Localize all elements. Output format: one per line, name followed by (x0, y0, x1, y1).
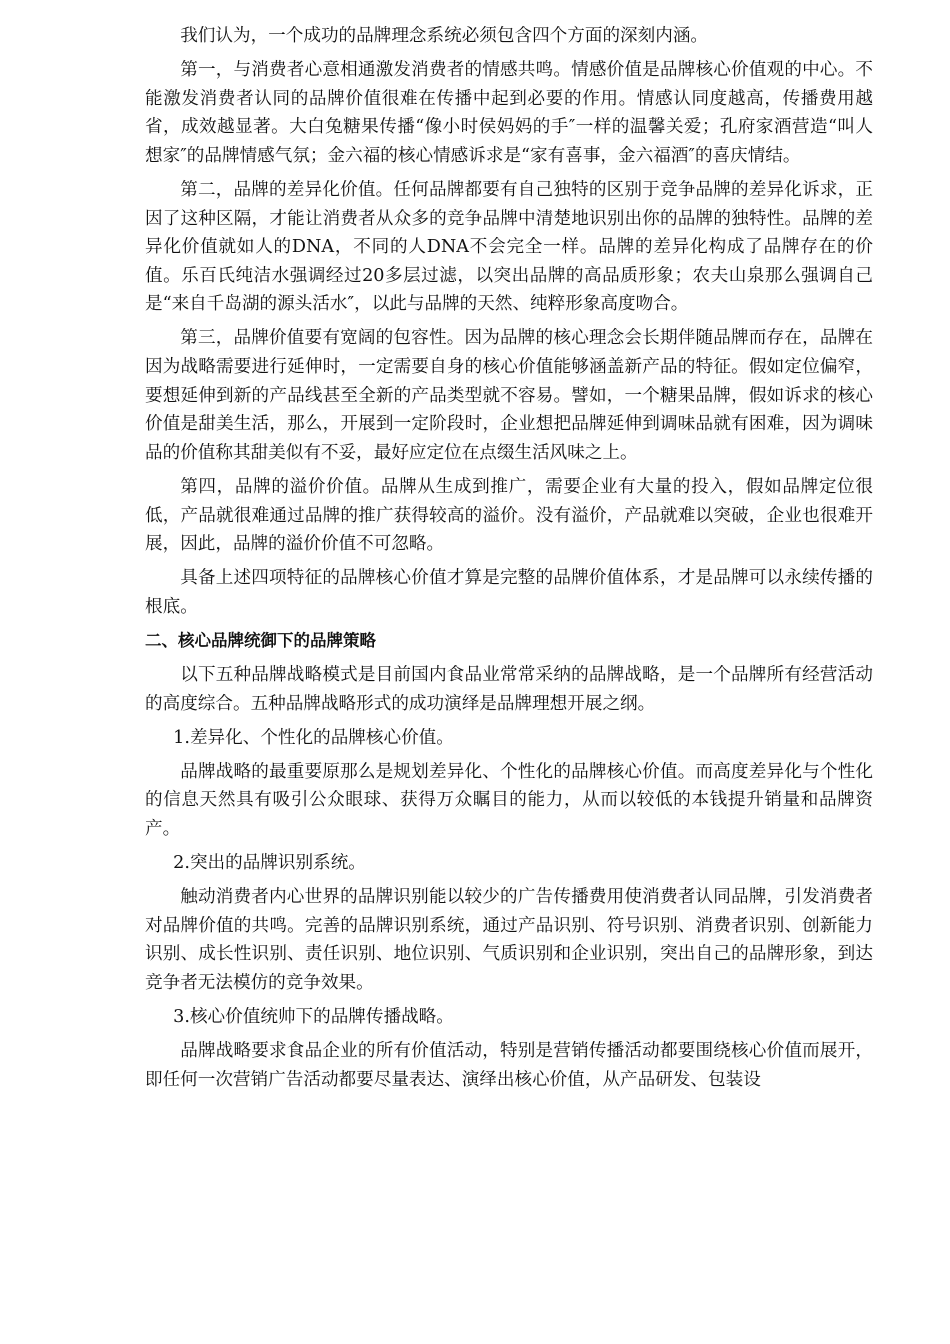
item-3-title: 3.核心价值统帅下的品牌传播战略。 (173, 1007, 454, 1027)
summary-paragraph: 具备上述四项特征的品牌核心价值才算是完整的品牌价值体系，才是品牌可以永续传播的根底。 (145, 568, 873, 617)
section-intro-paragraph: 以下五种品牌战略模式是目前国内食品业常常采纳的品牌战略，是一个品牌所有经营活动的高度综合。五种品牌战略形式的成功演绎是品牌理想开展之纲。 (145, 664, 873, 714)
intro-paragraph: 我们认为，一个成功的品牌理念系统必须包含四个方面的深刻内涵。 (180, 26, 709, 46)
point-one-paragraph: 第一，与消费者心意相通激发消费者的情感共鸣。情感价值是品牌核心价值观的中心。不能激发消费者认同的品牌价值很难在传播中起到必要的作用。情感认同度越高，传播费用越省，成效越显著。大白兔糖果传播“像小时侯妈妈的手″一样的温馨关爱；孔府家酒营造“叫人想家″的品牌情感气氛；金六福的核心情感诉求是“家有喜事，金六福酒″的喜庆情结。 (145, 60, 873, 166)
item-2-title: 2.突出的品牌识别系统。 (173, 853, 366, 874)
item-2-body: 触动消费者内心世界的品牌识别能以较少的广告传播费用使消费者认同品牌，引发消费者对品牌价值的共鸣。完善的品牌识别系统，通过产品识别、符号识别、消费者识别、创新能力识别、成长性识别、责任识别、地位识别、气质识别和企业识别，突出自己的品牌形象，到达竞争者无法模仿的竞争效果。 (145, 887, 873, 993)
item-3-body: 品牌战略要求食品企业的所有价值活动，特别是营销传播活动都要围绕核心价值而展开，即任何一次营销广告活动都要尽量表达、演绎出核心价值，从产品研发、包装设 (145, 1041, 873, 1090)
item-1-title: 1.差异化、个性化的品牌核心价值。 (173, 727, 454, 748)
item-1-body: 品牌战略的最重要原那么是规划差异化、个性化的品牌核心价值。而高度差异化与个性化的信息天然具有吸引公众眼球、获得万众瞩目的能力，从而以较低的本钱提升销量和品牌资产。 (145, 761, 873, 839)
point-two-paragraph: 第二，品牌的差异化价值。任何品牌都要有自己独特的区别于竞争品牌的差异化诉求，正因了这种区隔，才能让消费者从众多的竞争品牌中清楚地识别出你的品牌的独特性。品牌的差异化价值就如人的DNA，不同的人DNA不会完全一样。品牌的差异化构成了品牌存在的价值。乐百氏纯洁水强调经过20多层过滤，以突出品牌的高品质形象；农夫山泉那么强调自己是“来自千岛湖的源头活水″，以此与品牌的天然、纯粹形象高度吻合。 (145, 179, 873, 315)
point-three-paragraph: 第三，品牌价值要有宽阔的包容性。因为品牌的核心理念会长期伴随品牌而存在，品牌在因为战略需要进行延伸时，一定需要自身的核心价值能够涵盖新产品的特征。假如定位偏窄，要想延伸到新的产品线甚至全新的产品类型就不容易。譬如，一个糖果品牌，假如诉求的核心价值是甜美生活，那么，开展到一定阶段时，企业想把品牌延伸到调味品就有困难，因为调味品的价值称其甜美似有不妥，最好应定位在点缀生活风味之上。 (145, 328, 873, 463)
point-four-paragraph: 第四，品牌的溢价价值。品牌从生成到推广，需要企业有大量的投入，假如品牌定位很低，产品就很难通过品牌的推广获得较高的溢价。没有溢价，产品就难以突破，企业也很难开展，因此，品牌的溢价价值不可忽略。 (145, 476, 873, 555)
section-heading: 二、核心品牌统御下的品牌策略 (145, 630, 376, 650)
document-page (145, 22, 873, 1100)
